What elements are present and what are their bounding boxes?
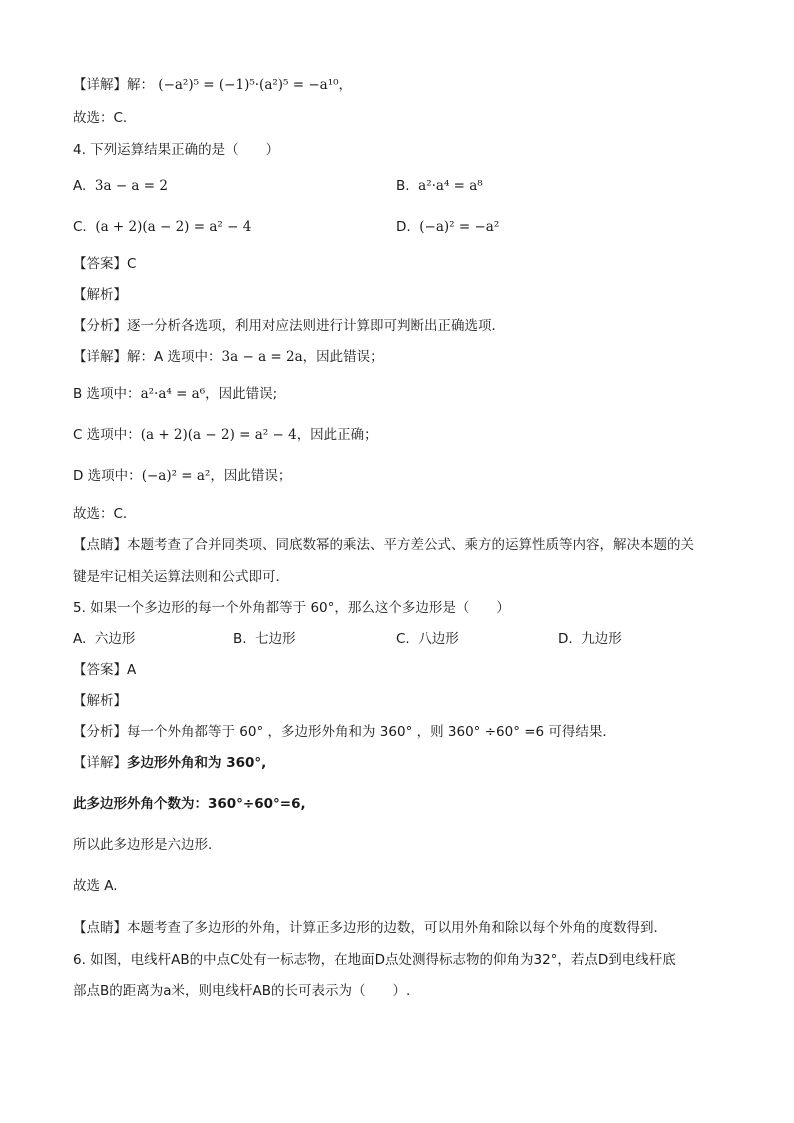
detail-label: 【详解】	[73, 77, 127, 93]
detail-suffix: ，因此错误；	[302, 349, 384, 365]
answer-label: 【答案】	[73, 662, 127, 678]
option-math: (−a)² = −a²	[419, 219, 500, 235]
detail-suffix: ，因此错误；	[210, 468, 292, 484]
q4-answer	[73, 255, 136, 273]
detail-prefix: B 选项中：	[73, 386, 141, 402]
q4-dianjing-1	[73, 536, 694, 554]
q5-detail-1	[73, 754, 266, 772]
q5-answer	[73, 661, 136, 679]
option-math: 3a − a = 2	[94, 178, 168, 194]
q5-detail-3: 所以此多边形是六边形.	[73, 837, 213, 853]
fenxi-text: 每一个外角都等于 60° ，多边形外角和为 360° ，则 360° ÷60° =6 可得结果．	[127, 724, 616, 740]
option-math: a²·a⁴ = a⁸	[418, 178, 483, 194]
q4-option-b	[396, 177, 483, 195]
q5-option-d	[558, 630, 622, 648]
math-expression: (a + 2)(a − 2) = a² − 4	[140, 427, 297, 443]
punct: ，	[338, 77, 353, 93]
dianjing-text: 本题考查了多边形的外角，计算正多边形的边数，可以用外角和除以每个外角的度数得到．	[127, 920, 667, 936]
q4-detail-c	[73, 426, 378, 444]
detail-prefix: D 选项中：	[73, 468, 142, 484]
q4-option-a	[73, 177, 168, 195]
answer-label: 【答案】	[73, 256, 127, 272]
q5-choose: 故选 A.	[73, 878, 118, 894]
answer-value: C	[127, 256, 137, 272]
detail-label: 【详解】	[73, 755, 127, 771]
detail-label: 【详解】	[73, 349, 127, 365]
detail-prefix: C 选项中：	[73, 427, 141, 443]
detail-suffix: ，因此错误;	[205, 386, 278, 402]
q5-stem: 5. 如果一个多边形的每一个外角都等于 60°，那么这个多边形是（ ）	[73, 600, 510, 616]
answer-value: A	[127, 662, 137, 678]
option-label: A.	[73, 631, 87, 647]
option-text: 八边形	[418, 631, 459, 647]
q4-detail-a	[73, 348, 384, 366]
option-label: B.	[396, 178, 410, 194]
math-expression: 3a − a = 2a	[221, 349, 303, 365]
q4-option-c	[73, 218, 251, 236]
dianjing-label: 【点睛】	[73, 920, 127, 936]
q6-stem-line-1: 6. 如图，电线杆AB的中点C处有一标志物，在地面D点处测得标志物的仰角为32°，若点D到电线杆底	[73, 952, 676, 968]
fenxi-label: 【分析】	[73, 318, 127, 334]
option-label: C.	[73, 219, 87, 235]
detail-suffix: ，因此正确；	[296, 427, 378, 443]
q4-option-d	[396, 218, 499, 236]
option-label: B.	[233, 631, 247, 647]
q3-choose: 故选：C．	[73, 110, 137, 126]
option-text: 九边形	[581, 631, 622, 647]
q4-detail-d	[73, 467, 291, 485]
dianjing-text: 本题考查了合并同类项、同底数幂的乘法、平方差公式、乘方的运算性质等内容，解决本题的关	[127, 537, 694, 553]
q4-choose: 故选：C．	[73, 506, 137, 522]
q3-detail-line	[73, 76, 352, 94]
q5-analysis-label: 【解析】	[73, 693, 127, 709]
option-label: D.	[558, 631, 573, 647]
detail-prefix: 解：A 选项中：	[127, 349, 222, 365]
option-text: 六边形	[94, 631, 136, 647]
q5-detail-2: 此多边形外角个数为：360°÷60°=6,	[73, 796, 306, 812]
fenxi-text: 逐一分析各选项，利用对应法则进行计算即可判断出正确选项．	[127, 318, 505, 334]
q5-option-c	[396, 630, 459, 648]
q4-detail-b	[73, 385, 277, 403]
q6-stem-line-2: 部点B的距离为a米，则电线杆AB的长可表示为（ ）.	[73, 983, 411, 999]
q4-dianjing-2: 键是牢记相关运算法则和公式即可．	[73, 569, 289, 585]
q5-option-b	[233, 630, 296, 648]
q5-dianjing	[73, 919, 667, 937]
q4-stem: 4. 下列运算结果正确的是（ ）	[73, 142, 280, 158]
q5-option-a	[73, 630, 135, 648]
math-expression: (−a)² = a²	[141, 468, 211, 484]
option-label: D.	[396, 219, 411, 235]
dianjing-label: 【点睛】	[73, 537, 127, 553]
math-expression: a²·a⁴ = a⁶	[140, 386, 206, 402]
detail-text: 多边形外角和为 360°,	[127, 755, 267, 771]
math-expression: (−a²)⁵ = (−1)⁵·(a²)⁵ = −a¹⁰	[158, 77, 339, 93]
q4-analysis-label: 【解析】	[73, 287, 127, 303]
option-math: (a + 2)(a − 2) = a² − 4	[95, 219, 252, 235]
fenxi-label: 【分析】	[73, 724, 127, 740]
option-text: 七边形	[255, 631, 296, 647]
option-label: A.	[73, 178, 87, 194]
q5-fenxi	[73, 723, 616, 741]
q4-fenxi	[73, 317, 505, 335]
option-label: C.	[396, 631, 410, 647]
detail-prefix: 解：	[127, 77, 154, 93]
